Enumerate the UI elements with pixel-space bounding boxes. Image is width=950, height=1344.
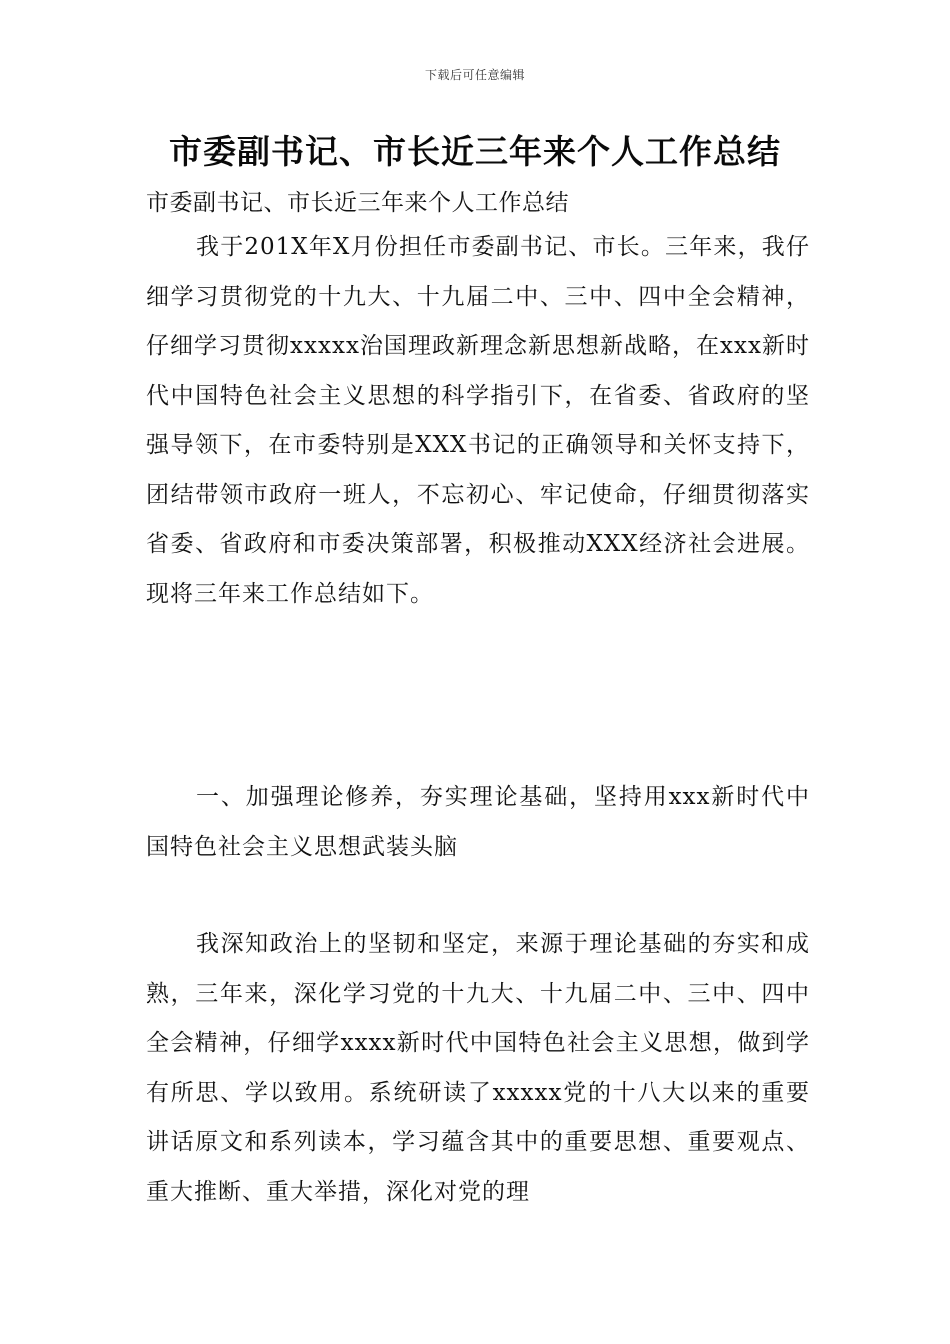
document-subtitle: 市委副书记、市长近三年来个人工作总结 — [146, 190, 569, 216]
paragraph-section-1: 我深知政治上的坚韧和坚定，来源于理论基础的夯实和成熟，三年来，深化学习党的十九大、十九届二中、三中、四中全会精神，仔细学xxxx新时代中国特色社会主义思想，做到学有所思、学以致用。系统研读了xxxxx党的十八大以来的重要讲话原文和系列读本，学习蕴含其中的重要思想、重要观点、重大推断、重大举措，深化对党的理 — [146, 931, 810, 1205]
document-title: 市委副书记、市长近三年来个人工作总结 — [169, 132, 781, 171]
section-heading-1: 一、加强理论修养，夯实理论基础，坚持用xxx新时代中国特色社会主义思想武装头脑 — [146, 784, 810, 860]
header-note: 下载后可任意编辑 — [424, 68, 525, 82]
paragraph-intro: 我于201X年X月份担任市委副书记、市长。三年来，我仔细学习贯彻党的十九大、十九届二中、三中、四中全会精神，仔细学习贯彻xxxxx治国理政新理念新思想新战略，在xxx新时代中国特色社会主义思想的科学指引下，在省委、省政府的坚强导领下，在市委特别是XXX书记的正确领导和关怀支持下，团结带领市政府一班人，不忘初心、牢记使命，仔细贯彻落实省委、省政府和市委决策部署，积极推动XXX经济社会进展。现将三年来工作总结如下。 — [146, 234, 810, 607]
